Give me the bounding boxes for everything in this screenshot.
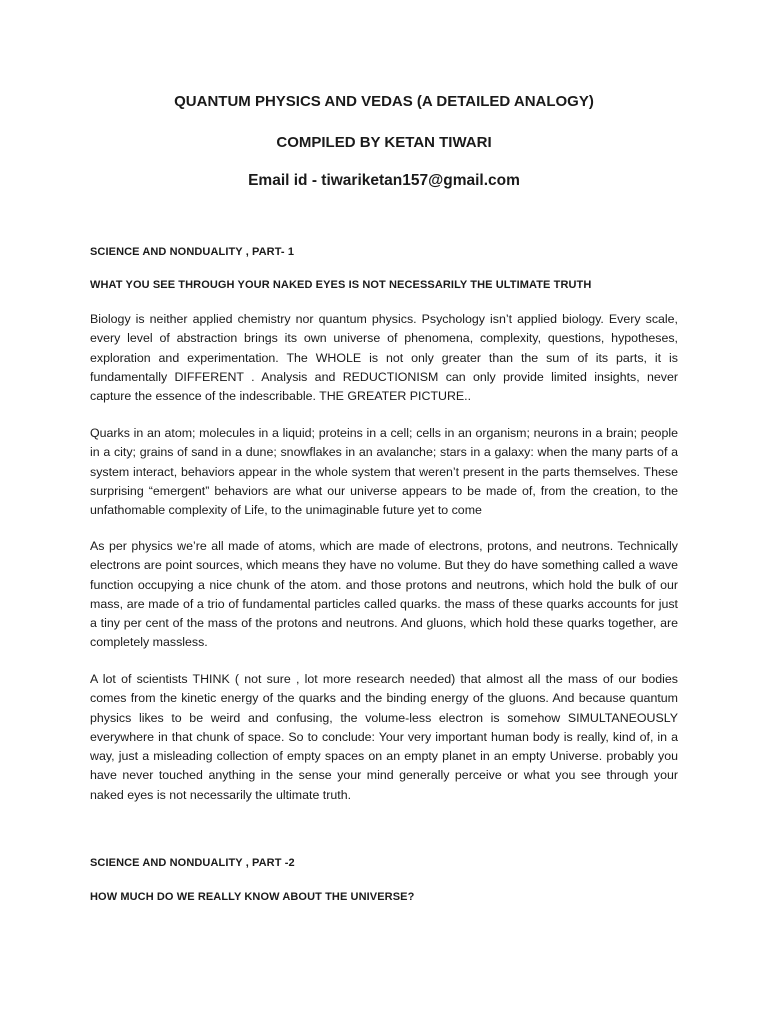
author-email: Email id - tiwariketan157@gmail.com: [248, 172, 520, 189]
document-author: COMPILED BY KETAN TIWARI: [276, 134, 492, 151]
paragraph: A lot of scientists THINK ( not sure , lot more research needed) that almost all the mass of our bodies comes from the kinetic energy of the quarks and the binding energy of the gluons. And because quantum physics likes to be weird and confusing, the volume-less electron is somehow SIMULTANEOUSLY everywhere in that chunk of space. So to conclude: Your very important human body is really, kind of, in a way, just a misleading collection of empty spaces on an empty planet in an empty Universe. probably you have never touched anything in the sense your mind generally perceive or what you see through your naked eyes is not necessarily the ultimate truth.: [90, 672, 678, 802]
part2-subheading: HOW MUCH DO WE REALLY KNOW ABOUT THE UNIVERSE?: [90, 891, 415, 903]
paragraph: Quarks in an atom; molecules in a liquid; proteins in a cell; cells in an organism; neurons in a brain; people in a city; grains of sand in a dune; snowflakes in an avalanche; stars in a galaxy: when the many parts of a system interact, behaviors appear in the whole system that weren’t present in the parts themselves. These surprising “emergent” behaviors are what our universe appears to be made of, from the creation, to the unfathomable complexity of Life, to the unimaginable future yet to come: [90, 426, 678, 518]
part1-heading: SCIENCE AND NONDUALITY , PART- 1: [90, 246, 295, 258]
paragraph: Biology is neither applied chemistry nor quantum physics. Psychology isn’t applied biology. Every scale, every level of abstraction brings its own universe of phenomena, complexity, questions, hypotheses, exploration and experimentation. The WHOLE is not only greater than the sum of its parts, it is fundamentally DIFFERENT . Analysis and REDUCTIONISM can only provide limited insights, never capture the essence of the indescribable. THE GREATER PICTURE..: [90, 312, 678, 404]
paragraph: As per physics we’re all made of atoms, which are made of electrons, protons, and neutrons. Technically electrons are point sources, which means they have no volume. But they do have something called a wave function occupying a nice chunk of the atom. and those protons and neutrons, which hold the bulk of our mass, are made of a trio of fundamental particles called quarks. the mass of these quarks accounts for just a tiny per cent of the mass of the protons and neutrons. And gluons, which hold these quarks together, are completely massless.: [90, 539, 678, 650]
part2-heading: SCIENCE AND NONDUALITY , PART -2: [90, 857, 295, 869]
part1-subheading: WHAT YOU SEE THROUGH YOUR NAKED EYES IS NOT NECESSARILY THE ULTIMATE TRUTH: [90, 279, 592, 291]
document-title: QUANTUM PHYSICS AND VEDAS (A DETAILED ANALOGY): [174, 93, 594, 110]
